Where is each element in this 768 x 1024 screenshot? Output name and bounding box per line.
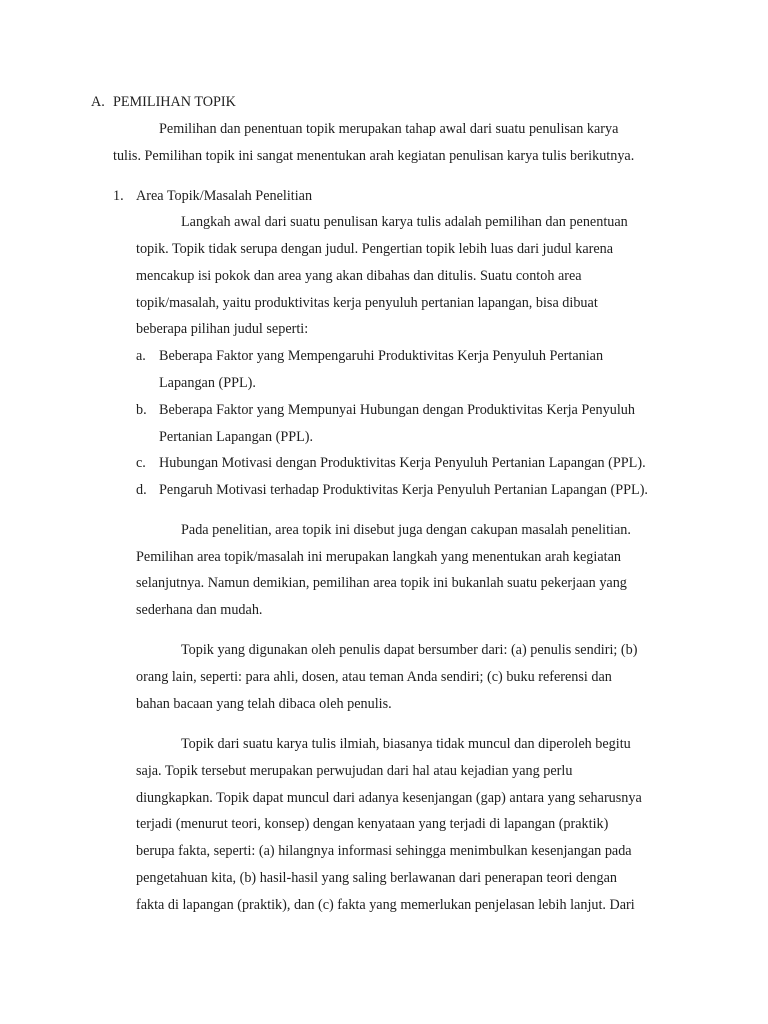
- list-item-label: b.: [136, 402, 147, 418]
- paragraph-line: saja. Topik tersebut merupakan perwujudan dari hal atau kejadian yang perlu: [136, 763, 573, 779]
- section-title: PEMILIHAN TOPIK: [113, 94, 236, 110]
- paragraph-line: diungkapkan. Topik dapat muncul dari adanya kesenjangan (gap) antara yang seharusnya: [136, 790, 642, 806]
- list-item-label: c.: [136, 455, 146, 471]
- paragraph-line: berupa fakta, seperti: (a) hilangnya informasi sehingga menimbulkan kesenjangan pada: [136, 843, 632, 859]
- paragraph-line: pengetahuan kita, (b) hasil-hasil yang saling berlawanan dari penerapan teori dengan: [136, 870, 618, 886]
- paragraph-line: orang lain, seperti: para ahli, dosen, atau teman Anda sendiri; (c) buku referensi dan: [136, 669, 612, 685]
- paragraph-line: fakta di lapangan (praktik), dan (c) fakta yang memerlukan penjelasan lebih lanjut. Dari: [136, 897, 635, 913]
- list-item-label: a.: [136, 348, 146, 364]
- paragraph-line: terjadi (menurut teori, konsep) dengan kenyataan yang terjadi di lapangan (praktik): [136, 816, 609, 832]
- subsection-label: 1.: [113, 188, 124, 204]
- paragraph-line: Topik yang digunakan oleh penulis dapat bersumber dari: (a) penulis sendiri; (b): [181, 642, 638, 658]
- intro-line: Pemilihan dan penentuan topik merupakan tahap awal dari suatu penulisan karya: [159, 121, 619, 137]
- paragraph-line: topik. Topik tidak serupa dengan judul. Pengertian topik lebih luas dari judul karena: [136, 241, 614, 257]
- paragraph-line: beberapa pilihan judul seperti:: [136, 321, 309, 337]
- section-label: A.: [91, 94, 105, 110]
- paragraph-line: topik/masalah, yaitu produktivitas kerja penyuluh pertanian lapangan, bisa dibuat: [136, 295, 598, 311]
- intro-line: tulis. Pemilihan topik ini sangat menentukan arah kegiatan penulisan karya tulis berikutnya.: [113, 148, 635, 164]
- list-item-line: Beberapa Faktor yang Mempunyai Hubungan dengan Produktivitas Kerja Penyuluh: [159, 402, 635, 418]
- paragraph-line: sederhana dan mudah.: [136, 602, 263, 618]
- paragraph-line: bahan bacaan yang telah dibaca oleh penulis.: [136, 696, 392, 712]
- paragraph-line: mencakup isi pokok dan area yang akan dibahas dan ditulis. Suatu contoh area: [136, 268, 582, 284]
- subsection-title: Area Topik/Masalah Penelitian: [136, 188, 313, 204]
- list-item-line: Lapangan (PPL).: [159, 375, 256, 391]
- list-item-line: Pengaruh Motivasi terhadap Produktivitas Kerja Penyuluh Pertanian Lapangan (PPL).: [159, 482, 648, 498]
- paragraph-line: Langkah awal dari suatu penulisan karya tulis adalah pemilihan dan penentuan: [181, 214, 628, 230]
- paragraph-line: selanjutnya. Namun demikian, pemilihan area topik ini bukanlah suatu pekerjaan yang: [136, 575, 627, 591]
- paragraph-line: Pemilihan area topik/masalah ini merupakan langkah yang menentukan arah kegiatan: [136, 549, 621, 565]
- list-item-line: Pertanian Lapangan (PPL).: [159, 429, 314, 445]
- paragraph-line: Pada penelitian, area topik ini disebut juga dengan cakupan masalah penelitian.: [181, 522, 631, 538]
- list-item-line: Beberapa Faktor yang Mempengaruhi Produktivitas Kerja Penyuluh Pertanian: [159, 348, 604, 364]
- list-item-line: Hubungan Motivasi dengan Produktivitas Kerja Penyuluh Pertanian Lapangan (PPL).: [159, 455, 646, 471]
- list-item-label: d.: [136, 482, 147, 498]
- paragraph-line: Topik dari suatu karya tulis ilmiah, biasanya tidak muncul dan diperoleh begitu: [181, 736, 631, 752]
